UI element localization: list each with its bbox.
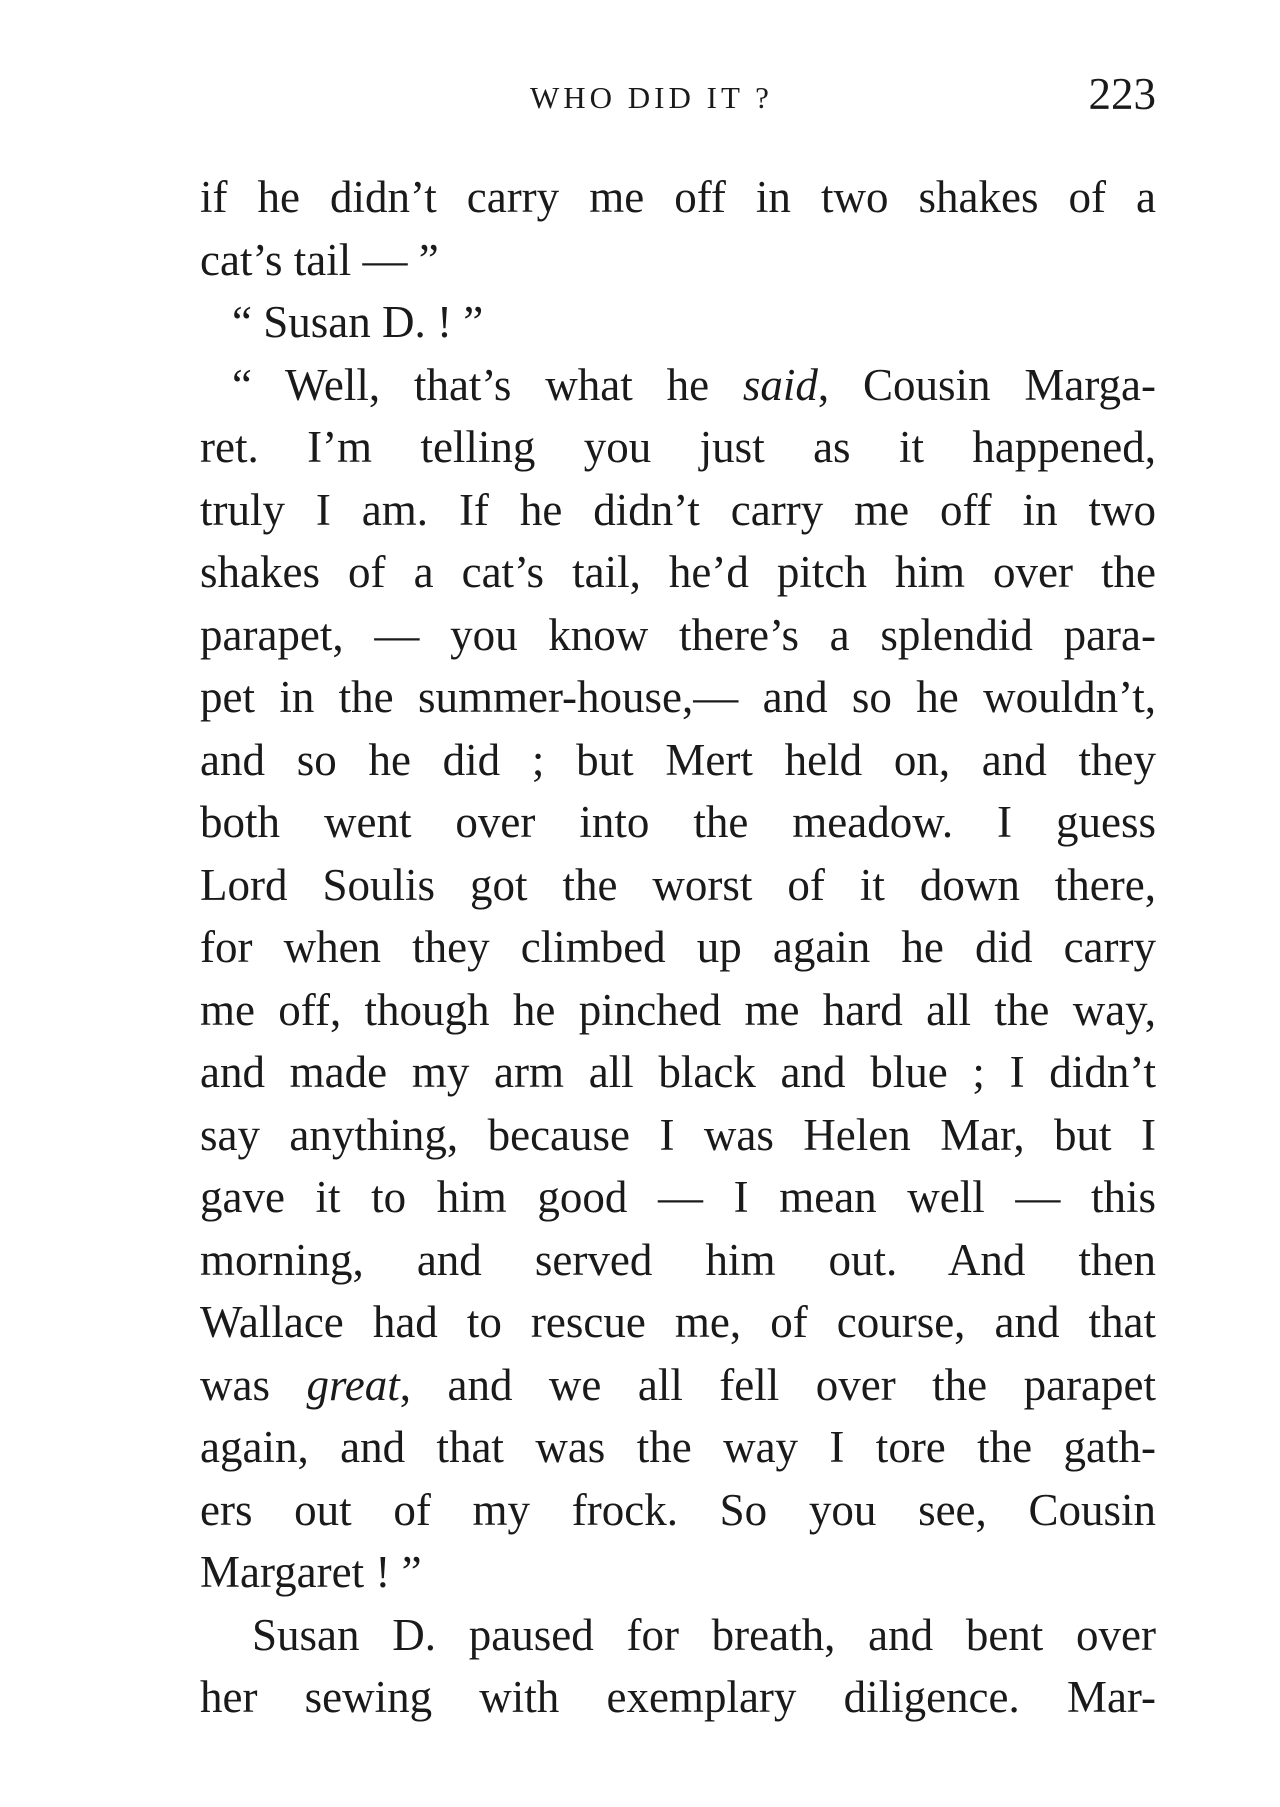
text-line: say anything, because I was Helen Mar, but I: [200, 1109, 1156, 1160]
text-line: if he didn’t carry me off in two shakes of a: [200, 172, 1156, 222]
text-line: Lord Soulis got the worst of it down there,: [200, 859, 1156, 910]
text-line: ret. I’m telling you just as it happened,: [200, 422, 1156, 472]
text-line: and so he did ; but Mert held on, and they: [200, 734, 1156, 785]
text-line: pet in the summer-house,— and so he wouldn’t,: [200, 672, 1156, 722]
italic-word: great: [306, 1359, 400, 1410]
running-head: [200, 68, 1156, 124]
text-line: gave it to him good — I mean well — this: [200, 1172, 1156, 1222]
page-number: 223: [1088, 69, 1156, 119]
text-line: again, and that was the way I tore the gath-: [200, 1422, 1156, 1472]
text-line: truly I am. If he didn’t carry me off in two: [200, 484, 1156, 535]
body-text: [200, 166, 1156, 1729]
text-line: cat’s tail — ”: [200, 234, 439, 285]
text-line: for when they climbed up again he did carry: [200, 922, 1156, 972]
text-line: Susan D. paused for breath, and bent over: [252, 1609, 1156, 1660]
italic-word: said: [742, 359, 818, 410]
text-line: Margaret ! ”: [200, 1547, 422, 1597]
text-line: ers out of my frock. So you see, Cousin: [200, 1484, 1156, 1535]
text-line: morning, and served him out. And then: [200, 1234, 1156, 1285]
text-line: “ Susan D. ! ”: [232, 297, 484, 347]
text-line: Wallace had to rescue me, of course, and that: [200, 1297, 1156, 1347]
text-line: me off, though he pinched me hard all the way,: [200, 984, 1156, 1035]
text-line: parapet, — you know there’s a splendid para-: [200, 609, 1156, 660]
text-line: “ Well, that’s what he said, Cousin Marga-: [232, 359, 1156, 410]
text-line: shakes of a cat’s tail, he’d pitch him over the: [200, 547, 1156, 597]
text-line: her sewing with exemplary diligence. Mar-: [200, 1672, 1156, 1722]
text-line: was great, and we all fell over the parapet: [200, 1359, 1156, 1410]
text-line: both went over into the meadow. I guess: [200, 797, 1156, 847]
text-line: and made my arm all black and blue ; I didn’t: [200, 1047, 1156, 1097]
running-title: WHO DID IT ?: [530, 80, 773, 115]
